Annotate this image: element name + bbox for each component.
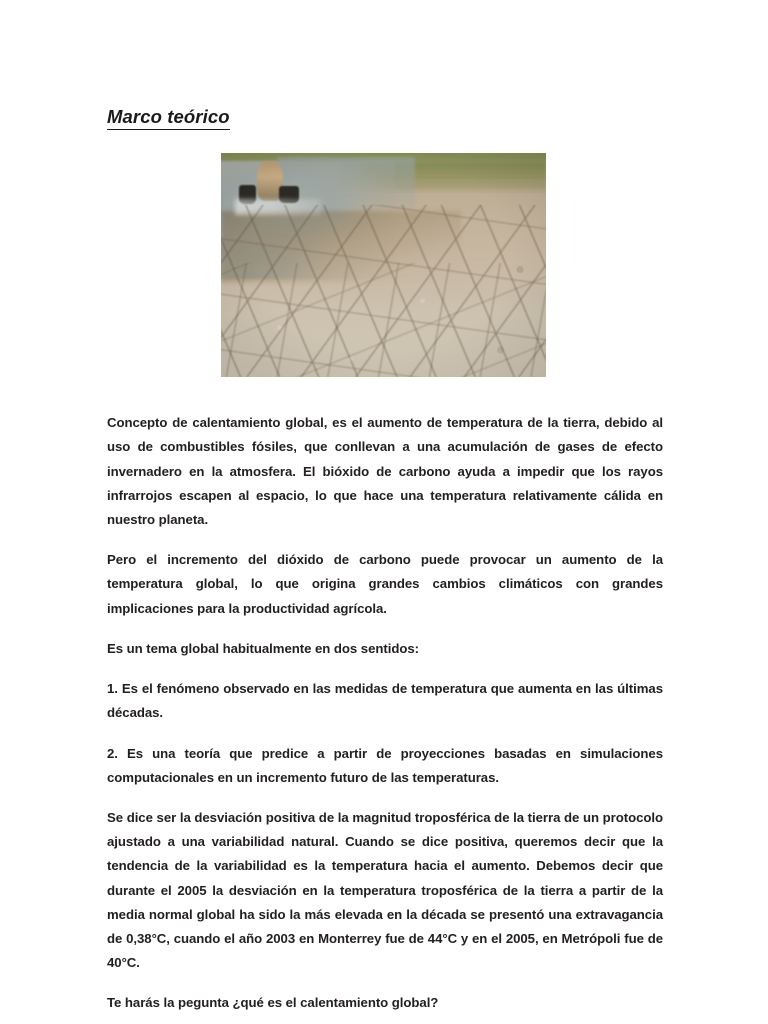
list-item-observed-phenomenon: 1. Es el fenómeno observado en las medidas de temperatura que aumenta en las últimas décadas. <box>107 681 663 721</box>
paragraph-two-senses-intro: Es un tema global habitualmente en dos sentidos: <box>107 640 419 656</box>
drought-figure <box>107 127 663 377</box>
body-text <box>107 377 663 1015</box>
page-title-text: Marco teórico <box>107 106 230 130</box>
list-item-predictive-theory: 2. Es una teoría que predice a partir de proyecciones basadas en simulaciones computacionales en un incremento futuro de las temperaturas. <box>107 745 663 785</box>
photo-vignette <box>221 153 546 377</box>
paragraph-tropospheric-deviation: Se dice ser la desviación positiva de la magnitud troposférica de la tierra de un protocolo ajustado a una variabilidad natural. Cuando se dice positiva, queremos decir que la tendencia de la variabilidad es la temperatura hacia el aumento. Debemos decir que durante el 2005 la desviación en la temperatura troposférica de la tierra a partir de la media normal global ha sido la más elevada en la década se presentó una extravagancia de 0,38°C, cuando el año 2003 en Monterrey fue de 44°C y en el 2005, en Metrópoli fue de 40°C. <box>107 809 663 971</box>
page-content <box>107 0 663 1016</box>
drought-photo <box>221 153 546 377</box>
paragraph-concept-definition: Concepto de calentamiento global, es el aumento de temperatura de la tierra, debido al uso de combustibles fósiles, que conllevan a una acumulación de gases de efecto invernadero en la atmosfera. El bióxido de carbono ayuda a impedir que los rayos infrarrojos escapen al espacio, lo que hace una temperatura relativamente cálida en nuestro planeta. <box>107 415 663 528</box>
page-title <box>107 0 663 127</box>
paragraph-co2-increase: Pero el incremento del dióxido de carbono puede provocar un aumento de la temperatura global, lo que origina grandes cambios climáticos con grandes implicaciones para la productividad agrícola. <box>107 552 663 616</box>
paragraph-closing-question: Te harás la pegunta ¿qué es el calentamiento global? <box>107 995 439 1011</box>
